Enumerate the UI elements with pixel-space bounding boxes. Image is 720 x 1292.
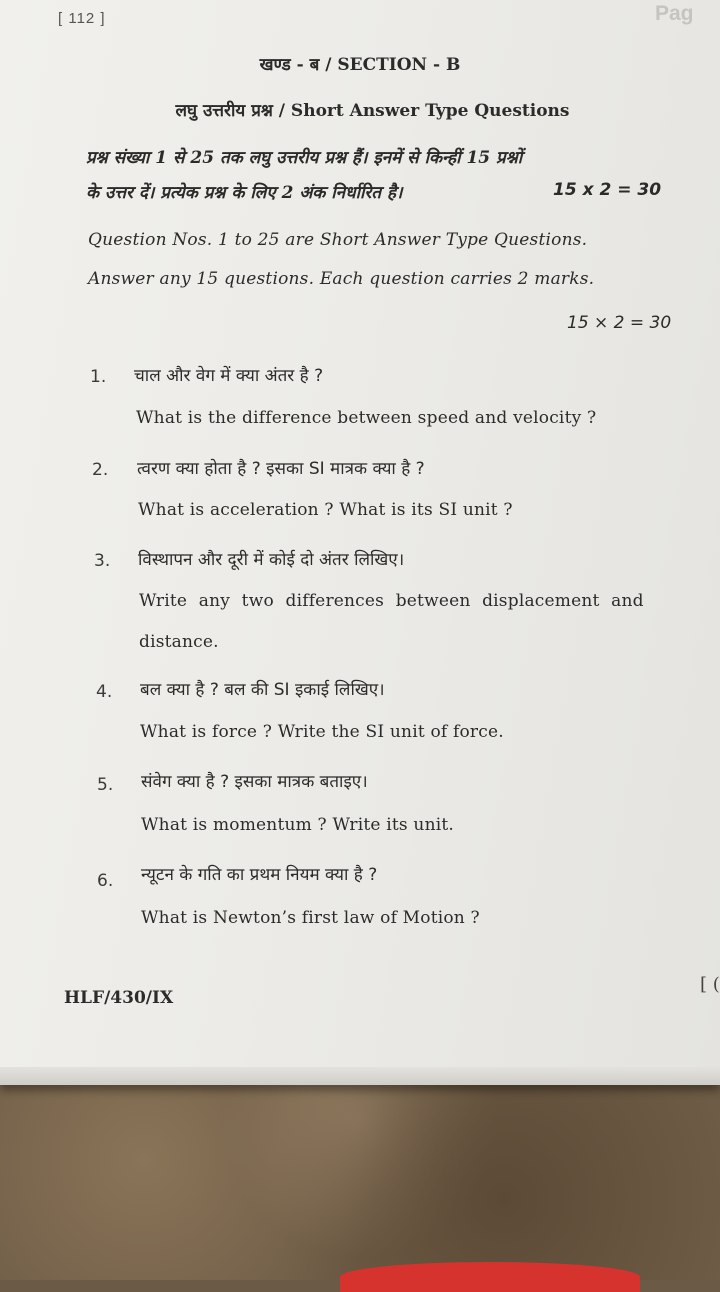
- page-corner-text: Pag: [655, 2, 694, 25]
- question-english: What is force ? Write the SI unit of force.: [140, 722, 504, 742]
- page-bracket: [ (: [700, 974, 720, 995]
- question-number: 6.: [97, 871, 114, 891]
- page-number: [ 112 ]: [58, 10, 106, 27]
- english-instruction-line2: Answer any 15 questions. Each question carries 2 marks.: [88, 269, 595, 289]
- question-english: What is acceleration ? What is its SI unit ?: [138, 500, 513, 520]
- question-hindi: चाल और वेग में क्या अंतर है ?: [134, 366, 324, 386]
- paper-code: HLF/430/IX: [64, 988, 174, 1008]
- question-hindi: न्यूटन के गति का प्रथम नियम क्या है ?: [141, 865, 378, 885]
- english-instruction-line1: Question Nos. 1 to 25 are Short Answer Type Questions.: [88, 230, 588, 250]
- question-english: What is momentum ? Write its unit.: [141, 815, 454, 835]
- english-marks: 15 × 2 = 30: [567, 313, 672, 333]
- red-object: [340, 1262, 640, 1292]
- hindi-instruction-line2: के उत्तर दें। प्रत्येक प्रश्न के लिए 2 अंक निर्धारित है।: [86, 183, 403, 203]
- question-english: What is Newton’s first law of Motion ?: [141, 908, 480, 928]
- question-hindi: संवेग क्या है ? इसका मात्रक बताइए।: [141, 772, 368, 792]
- question-english: Write any two differences between displacement and: [139, 591, 644, 611]
- question-number: 1.: [90, 367, 107, 387]
- hindi-marks: 15 x 2 = 30: [553, 180, 662, 200]
- hindi-instruction-line1: प्रश्न संख्या 1 से 25 तक लघु उत्तरीय प्रश्न हैं। इनमें से किन्हीं 15 प्रश्नों: [86, 148, 523, 168]
- question-hindi: त्वरण क्या होता है ? इसका SI मात्रक क्या है ?: [137, 459, 425, 479]
- question-english: What is the difference between speed and velocity ?: [136, 408, 597, 428]
- question-hindi: विस्थापन और दूरी में कोई दो अंतर लिखिए।: [138, 550, 405, 570]
- question-number: 4.: [96, 682, 113, 702]
- question-number: 5.: [97, 775, 114, 795]
- table-surface: [0, 1080, 720, 1280]
- question-number: 3.: [94, 551, 111, 571]
- question-english-cont: distance.: [139, 632, 219, 652]
- question-hindi: बल क्या है ? बल की SI इकाई लिखिए।: [140, 680, 385, 700]
- section-title: खण्ड - ब / SECTION - B: [259, 55, 461, 75]
- question-number: 2.: [92, 460, 109, 480]
- sub-title: लघु उत्तरीय प्रश्न / Short Answer Type Questions: [175, 101, 570, 121]
